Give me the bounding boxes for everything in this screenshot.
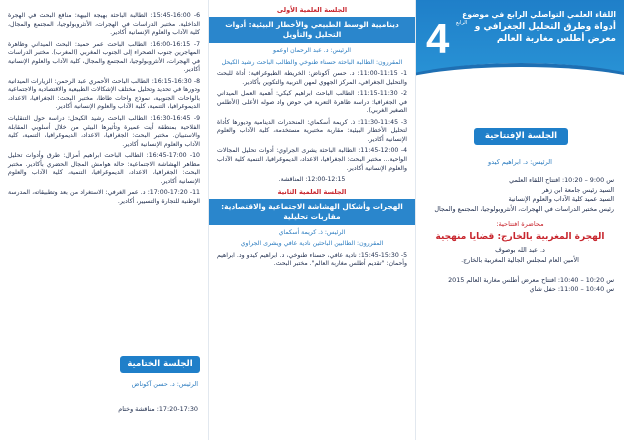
header-line1: اللقاء العلمي التواصلي الرابع في موضوع (462, 10, 616, 19)
session2-reporters: المقررون: الطالبين الباحثين نادية عافي ويشرى الجراوي (240, 240, 384, 248)
talk-item: 2- 11:15-11:30: الطالب الباحث ابراهيم كيكي: أهمية العمل الميداني في الجغرافيا: دراسة ظاهرة التعرية في حوض واد صوله الأعلى (الأطلس الصغير الغربي). (217, 90, 408, 115)
talk-item: 3- 11:30-11:45: ذ. كريمة أسكماي: المنحدرات الدينامية وديورها كأداة لتحليل الأخطار البيئية: مقاربة مختبرية مستخدمة، كلية الآداب والعلوم الإنسانية أكادير. (217, 118, 407, 143)
program-item: س 10:40 – 11:00: حفل شاي (529, 285, 614, 294)
session1-discussion: 12:00-12:15: المناقشة. (278, 176, 346, 184)
opening-item: س 9:00 – 10:20: افتتاح اللقاء العلمي (509, 176, 614, 184)
middle-column (208, 0, 416, 440)
talk-item: 4- 11:45-12:00: الطالبة الباحثة يشرى الجراوي: أدوات تحليل المجالات الواحية... مختبر البحث: الجغرافيا، الاعداد، الديموغرافيا، التنمية كلية الآداب والعلوم الإنسانية أكادير. (217, 147, 407, 172)
session2-label: الجلسة العلمية الثانية (277, 187, 347, 196)
session1-label: الجلسة العلمية الأولى (276, 6, 348, 14)
opening-session-title: الجلسة الإفتتاحية (474, 128, 568, 145)
header-number-sup: الرابع (456, 20, 468, 26)
session2-title: الهجرات وأشكال الهشاشة الاجتماعية والاقتصادية: مقاربات تحليلية (209, 199, 415, 225)
left-talk-list (0, 12, 208, 206)
opening-chair: الرئيس: د. ابراهيم كيدو (487, 158, 553, 166)
lecture-title: الهجرة المغربية بالخارج: قضايا منهجية (435, 232, 605, 243)
session2-chair: الرئيس: ذ. كريمة أسكماي (278, 228, 346, 236)
session1-reporters: المقررون: الطالبة الباحثة حسناء طنوخي والطالب الباحث رشيد الكيحل (221, 58, 403, 66)
talk-item: 10- 16:45-17:00: الطالب الباحث ابراهيم أمزال: طرق وأدوات تحليل مظاهر الهشاشة الاجتماعية: حالة هوامش المجال الحضري بأكادير. مختبر البحث: الجغرافيا، الاعداد، الديموغرافيا، التنمية، كلية الآداب والعلوم الإنسانية أكادير. (8, 152, 200, 185)
lecture-label: محاضرة افتتاحية: (496, 220, 544, 229)
talk-item: 1- 11:00-11:15: د. حسن آكوناض: الخريطة الطبوغرافية: أداة للبحث والتحليل الجغرافي، المركز الجهوي لمهن التربية والتكوين بأكادير. (217, 70, 407, 86)
session1-title: ديناميية الوسط الطبيعي والأخطار البيئية: أدوات التحليل والتأويل (209, 17, 415, 43)
talk-item: 7- 16:00-16:15: الطالب الباحث عمر حميد: البحث الميداني وظاهرة المهاجرين جنوب الصحراء إلى الجنوب المغربي (المغرب). مختبر الدراسات في الهجرات، الأنثروبولوجيا، المجتمع والمجال، كلية الآداب والعلوم الإنسانية أكادير. (8, 40, 200, 74)
talk-item: 8- 16:15-16:30: الطالب الباحث الأحمري عبد الرحمن: الزيارات الميدانية ودورها في تحديد وتحليل مختلف الإشكالات الطبيعية والاقتصادية والاجتماعية بالواحات الجنوبية، نموذج واحات طاطا، مختبر البحث: الجغرافيا، الاعداد، الديموغرافيا، التنمية، كلية الآداب والعلوم الإنسانية أكادير. (8, 77, 200, 111)
right-column (416, 0, 624, 440)
lecture-role: الأمين العام لمجلس الجالية المغربية بالخارج. (461, 256, 579, 265)
program-item: س 10:20 – 10:40: افتتاح معرض أطلس مغاربة العالم 2015 (448, 275, 614, 284)
closing-item: 17:20-17:30: مناقشة وختام (118, 405, 198, 413)
closing-chair: الرئيس: د. حسن آكوناض (131, 380, 198, 388)
session1-chair: الرئيس: د. عبد الرحمان اوعمو (273, 46, 351, 54)
header-wave-stroke (416, 63, 624, 95)
talk-item: 11- 17:00-17:20: د. عمر الغرفي: الاستغراد من بعد وتطبيقاته، المدرسة الوطنية للتجارة والتسيير، أكادير. (8, 189, 200, 205)
header-line2: أدواة وطرق التحليل الجغرافي و معرض أطلس مغاربة العالم (474, 22, 616, 44)
header-number: 4 (426, 15, 450, 62)
opening-items (416, 176, 624, 214)
session1-talks (209, 70, 415, 173)
left-column (0, 0, 208, 440)
closing-session-title: الجلسة الختامية (120, 356, 200, 373)
opening-item: السيد رئيس جامعة ابن زهر (541, 185, 614, 194)
talk-item: 5- 15:45-15:30: نادية عافي، حسناء طنوخي، د. ابراهيم كيدو ود. ابراهيم وأحمان: "تقديم أطلس مغاربة العالم". مختبر البحث. (217, 251, 407, 268)
header-banner (416, 0, 624, 95)
opening-item: رئيس مختبر الدراسات في الهجرات، الأنثروبولوجيا، المجتمع والمجال (434, 204, 614, 213)
after-items (416, 276, 624, 295)
opening-item: السيد عميد كلية الآداب والعلوم الإنسانية (508, 195, 614, 204)
session2-talks (209, 252, 415, 269)
lecture-speaker: د. عبد الله بوصوف (495, 246, 545, 255)
talk-item: 6- 15:45-16:00: الطالبة الباحثة بهيجة البيهة: منافع البحث في الهجرة الداخلية. مختبر الدراسات في الهجرات، الأنثروبولوجيا، المجتمع والمجال، كلية الآداب والعلوم الإنسانية أكادير. (8, 12, 200, 37)
talk-item: 9- 16:30-16:45: الطالب الباحث رشيد الكيحل: دراسة حول التنقليات الفلاحية بمنطقة أيت عميرة وتأثيرها البيئي من خلال أسلوبي المقابلة والاستبيان. مختبر البحث: الجغرافيا، الاعداد، الديموغرافيا، التنمية، كلية الآداب والعلوم الإنسانية أكادير. (8, 115, 201, 148)
